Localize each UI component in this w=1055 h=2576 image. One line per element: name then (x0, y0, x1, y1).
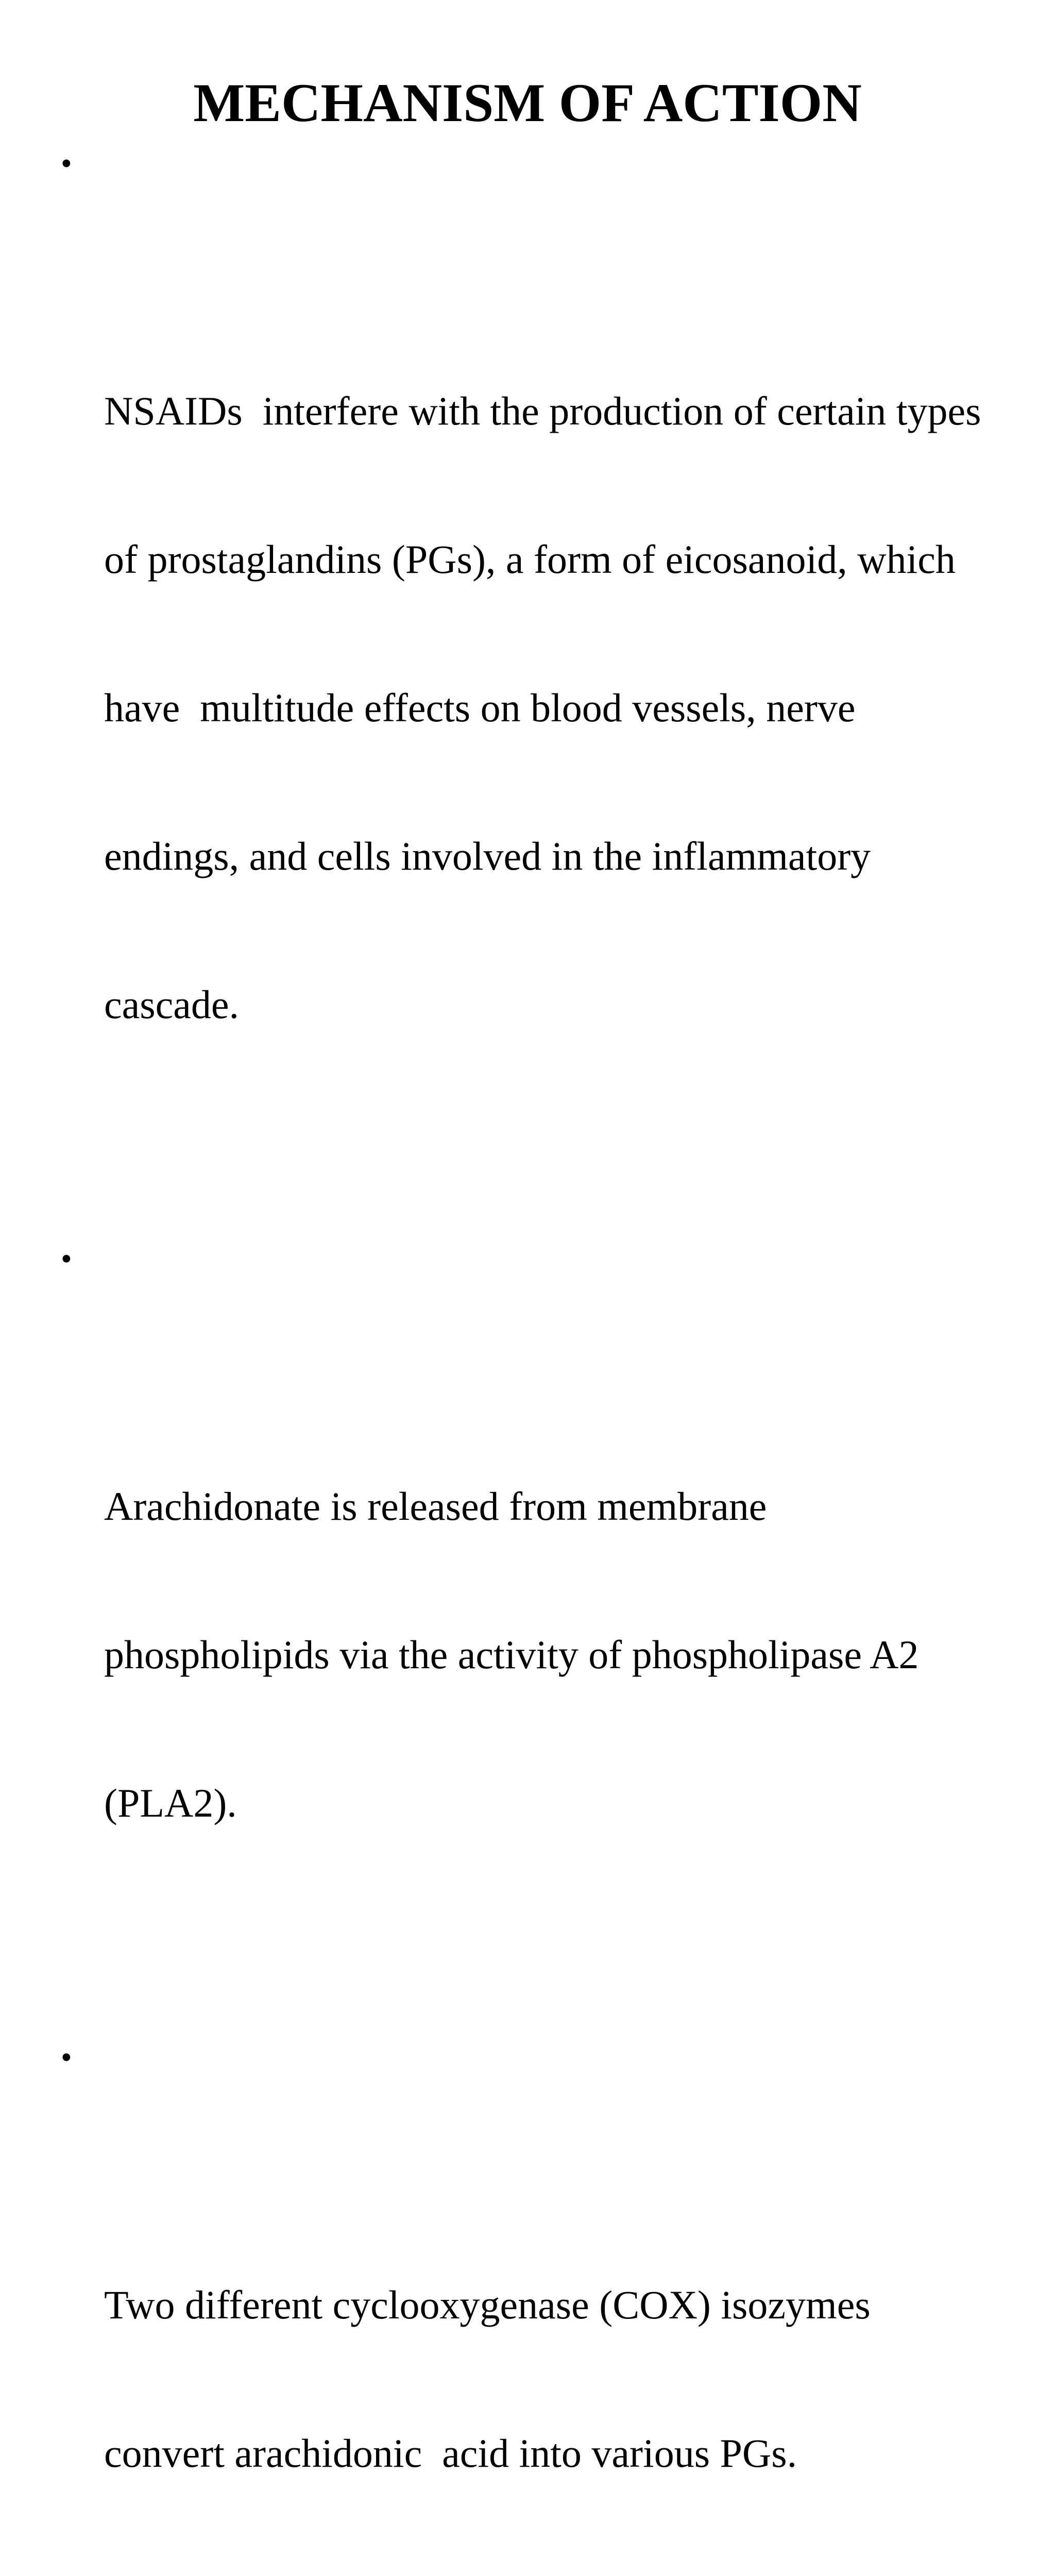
bullet-item (61, 1234, 1029, 2026)
bullet-line: of prostaglandins (PGs), a form of eicosanoid, which (104, 537, 956, 582)
bullet-line: phospholipids via the activity of phospholipase A2 (104, 1632, 919, 1677)
bullet-text (104, 1383, 1029, 1927)
bullet-line: have multitude effects on blood vessels, nerve (104, 685, 856, 730)
bullet-item (61, 2033, 1029, 2576)
bullet-icon: • (61, 2040, 72, 2075)
bullet-item (61, 139, 1029, 1227)
bullet-icon: • (61, 146, 72, 181)
bullet-line: endings, and cells involved in the inflammatory (104, 834, 871, 878)
bullet-line: NSAIDs interfere with the production of certain types (104, 388, 981, 433)
slide-title: MECHANISM OF ACTION (193, 73, 862, 133)
bullet-list (61, 139, 1029, 2576)
bullet-text (104, 2181, 1029, 2576)
bullet-text (104, 287, 1029, 1128)
bullet-line: convert arachidonic acid into various PGs. (104, 2431, 797, 2476)
bullet-line: (PLA2). (104, 1781, 237, 1825)
bullet-line: cascade. (104, 982, 239, 1027)
bullet-icon: • (61, 1242, 72, 1277)
bullet-line: Arachidonate is released from membrane (104, 1484, 767, 1529)
bullet-line: Two different cyclooxygenase (COX) isozymes (104, 2282, 871, 2327)
